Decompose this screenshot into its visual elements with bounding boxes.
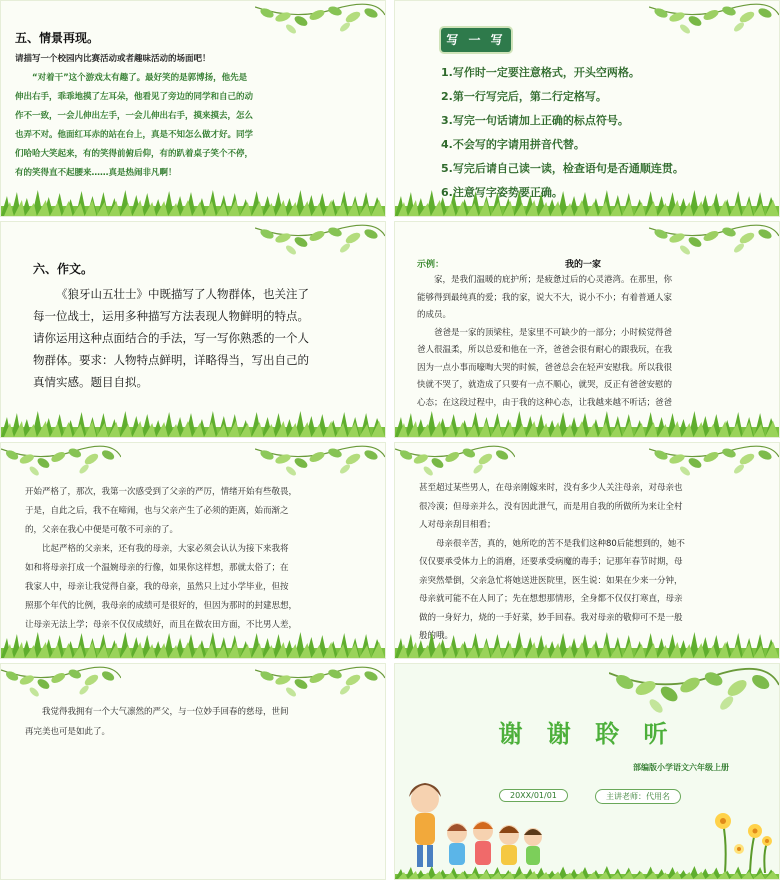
daisy-flowers-illustration [705,793,775,873]
write-tag-label: 写 一 写 [441,28,511,52]
example-label: 示例： [417,260,445,270]
essay-line: 于是，自此之后，我不在啼闹，也与父亲产生了必须的距离，始而渐之 [25,506,289,516]
grass-decoration [1,630,385,658]
leaf-vine-decoration [1,664,121,704]
date-badge: 20XX/01/01 [499,789,568,802]
leaf-vine-decoration [1,443,121,483]
essay-line: 爸人很温柔，所以总爱和他在一齐，爸爸会很有耐心的跟我玩，在我 [417,345,673,355]
course-subtitle: 部编版小学语文六年级上册 [633,763,729,772]
essay-line: 做的一身好力，烧的一手好菜，妙手回春。我对母亲的敬仰可不是一般 [419,612,683,623]
thank-you-title: 谢 谢 聆 听 [498,720,676,748]
slide-essay-continued-2[interactable] [394,442,780,659]
grass-decoration [395,865,779,879]
essay-body [419,479,761,646]
example-line: 有的笑得直不起腰来……真是热闹非凡啊！ [15,168,177,178]
example-paragraph [15,69,371,183]
essay-body [25,483,367,635]
task-line: 《狼牙山五壮士》中既描写了人物群体，也关注了 [56,287,309,301]
essay-line: 照那个年代的比例，我母亲的成绩可是很好的，但因为那时的封建思想， [25,601,298,611]
rules-list [441,61,684,205]
essay-line: 让母亲无法上学；母亲不仅仅成绩好，而且在做农田方面，不比男人差， [25,620,298,630]
task-line: 真情实感。题目自拟。 [33,375,148,389]
section-heading: 六、作文。 [33,262,94,276]
prompt-text: 请描写一个校园内比赛活动或者趣味活动的场面吧！ [15,54,211,64]
essay-line: 般的哦。 [419,631,454,641]
essay-line: 再完美也可是如此了。 [25,727,111,737]
grass-decoration [1,188,385,216]
task-line: 请你运用这种点面结合的手法，写一写你熟悉的一个人 [33,331,309,345]
teacher-badge: 主讲老师：代用名 [595,789,681,804]
essay-line: 我觉得我拥有一个大气凛然的严父，与一位妙手回春的慈母，世间 [42,707,289,717]
example-line: 们哈哈大笑起来，有的笑得前俯后仰，有的趴着桌子笑个不停， [15,149,254,159]
essay-line: 的成员。 [417,310,452,320]
grass-decoration [395,409,779,437]
rule-item: 5.写完后请自己读一读，检查语句是否通顺连贯。 [441,162,684,175]
leaf-vine-decoration [649,443,779,483]
essay-line: 的，父亲在我心中便是可敬不可亲的了。 [25,525,179,535]
essay-line: 母亲很辛苦，真的，她所吃的苦不是我们这种80后能想到的，她不 [436,538,685,549]
essay-line: 爸爸是一家的顶梁柱，是家里不可缺少的一部分；小时候觉得爸 [434,327,673,338]
slide-thank-you[interactable] [394,663,780,880]
essay-title: 我的一家 [565,260,602,270]
essay-line: 如和将母亲打成一个温婉母亲的行像，如果你这样想，那就太俗了；在 [25,563,289,573]
essay-body [417,272,761,412]
essay-line: 母亲就可能不在人间了；先在想想那情形，全身都不仅仅打寒直，母亲 [419,594,683,604]
essay-line: 亲突然晕倒，父亲急忙将她送进医院里，医生说：如果在少来一分钟， [419,575,683,586]
essay-line: 心态；在这段过程中，由于我的这种心态，让我越来越不听话；爸爸 [417,397,673,408]
leaf-vine-decoration [255,222,385,262]
essay-line: 我家人中，母亲让我觉得自豪，我的母亲，虽然只上过小学毕业，但按 [25,582,289,592]
rule-item: 6.注意写字姿势要正确。 [441,186,563,199]
leaf-vine-decoration [649,1,779,41]
rule-item: 4.不会写的字请用拼音代替。 [441,138,585,151]
slide-writing-rules[interactable] [394,0,780,217]
example-line: 也弄不对。他面红耳赤的站在台上，真是不知怎么做才好。同学 [15,130,254,140]
grass-decoration [1,409,385,437]
leaf-vine-decoration [255,664,385,704]
essay-line: 家，是我们温暖的庇护所；是疲惫过后的心灵港湾。在那里，你 [434,275,673,285]
leaf-vine-decoration [649,222,779,262]
task-line: 物群体。要求：人物特点鲜明，详略得当，写出自己的 [33,353,309,367]
leaf-vine-decoration [395,443,515,483]
leaf-vine-decoration [255,443,385,483]
section-heading: 五、情景再现。 [15,31,100,45]
essay-line: 仅仅要承受体力上的消磨，还要承受病魔的毒手；记那年春节时期，母 [419,557,683,567]
essay-line: 因为一点小事而嚎啕大哭的时候，爸爸总会在轻声安慰我。所以我很 [417,362,673,373]
example-line: 伸出右手，乖乖地摸了左耳朵，他看见了旁边的同学和自己的动 [15,92,254,102]
essay-task-text [33,283,371,393]
slide-example-essay[interactable] [394,221,780,438]
rule-item: 3.写完一句话请加上正确的标点符号。 [441,114,629,127]
slide-essay-task[interactable] [0,221,386,438]
essay-line: 人对母亲刮目相看； [419,520,496,530]
slide-essay-continued-1[interactable] [0,442,386,659]
essay-body [25,702,367,742]
rule-item: 2.第一行写完后，第二行定格写。 [441,90,607,103]
essay-line: 比起严格的父亲来，还有我的母亲，大家必须会认认为接下来我将 [42,544,289,554]
example-line: “对着干”这个游戏太有趣了。最好笑的是郭博扬，他先是 [32,73,248,83]
slide-essay-conclusion[interactable] [0,663,386,880]
children-illustration [395,759,555,879]
grass-decoration [395,630,779,658]
essay-line: 开始严格了，那次，我第一次感受到了父亲的严厉，情绪开始有些敬畏， [25,487,298,497]
task-line: 每一位战士，运用多种描写方法表现人物鲜明的特点。 [33,309,309,323]
essay-line: 甚至超过某些男人，在母亲刚嫁来时，没有多少人关注母亲，对母亲也 [419,483,683,493]
example-line: 作不一致，一会儿伸出左手，一会儿伸出右手，摸来摸去，怎么 [15,111,254,121]
essay-line: 很冷漠；但母亲并么，没有因此泄气，而是用自我的所做所为来让全村 [419,501,683,512]
rule-item: 1.写作时一定要注意格式，开头空两格。 [441,66,640,79]
grass-decoration [395,188,779,216]
essay-line: 快就不哭了，就造成了只要有一点不顺心，就哭，反正有爸爸安慰的 [417,380,673,390]
essay-line: 能够得到最纯真的爱；我的家，说大不大，说小不小；有着普通人家 [417,292,673,303]
slide-scene-writing[interactable] [0,0,386,217]
